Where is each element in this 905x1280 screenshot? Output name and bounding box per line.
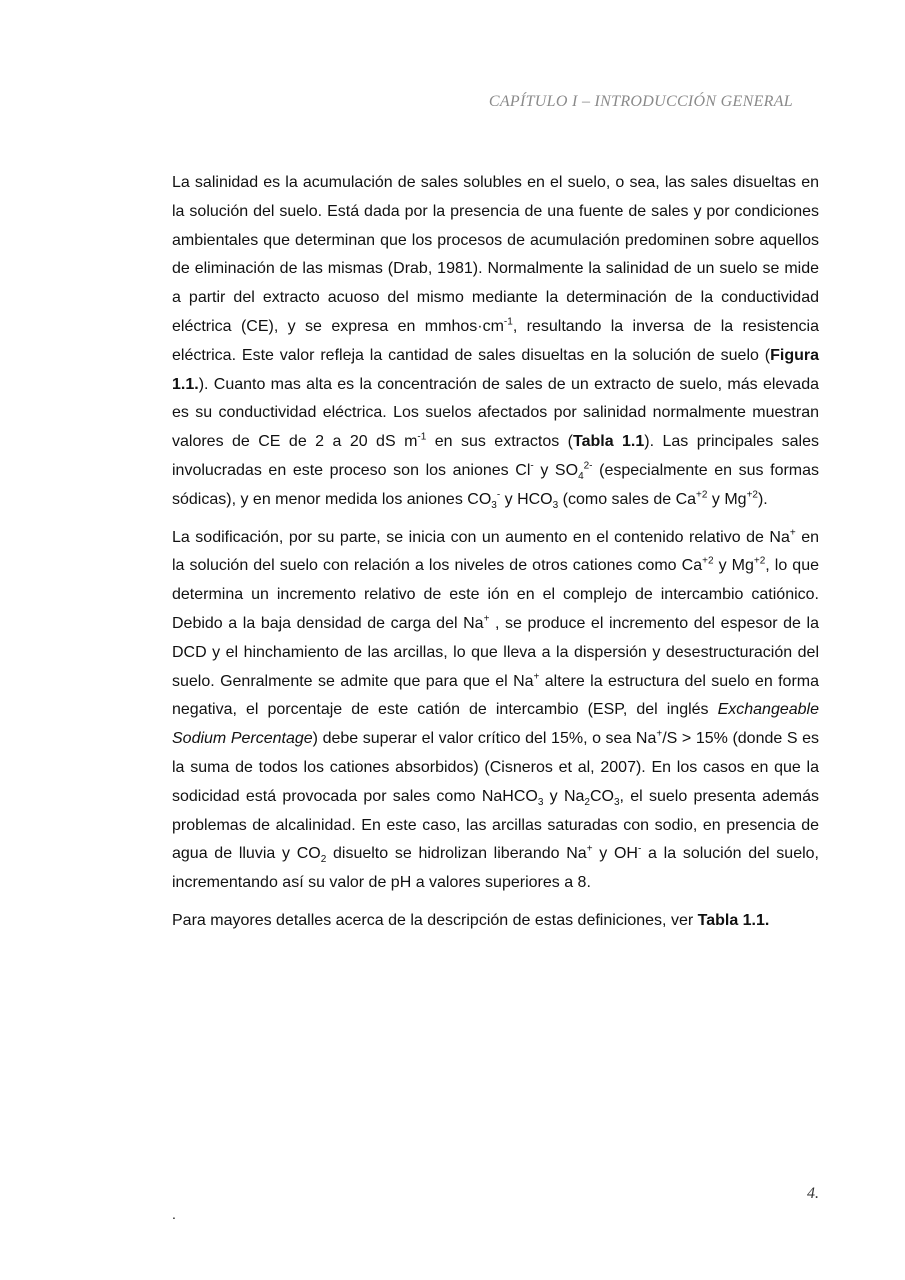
page-number: 4. [807,1185,819,1202]
paragraph-mas-detalles: Para mayores detalles acerca de la descripción de estas definiciones, ver Tabla 1.1. [172,911,770,929]
emphasis-term: Exchangeable Sodium Percentage [172,701,819,748]
table-reference: Tabla 1.1. [697,911,770,929]
paragraph-sodificacion: La sodificación, por su parte, se inicia con un aumento en el contenido relativo de Na+ en la solución del suelo con relación a los niveles de otros cationes como $Ca^{+2}$ y $Mg^{+2}$, lo que determina un incremento relativo de este ión en el complejo de intercambio catiónico. Debido a la baja densidad de carga del Na+ , se produce el incremento del espesor de la DCD y el hinchamiento de las arcillas, lo que lleva a la dispersión y desestructuración del suelo. Genralmente se admite que para que el Na+ altere la estructura del suelo en forma negativa, el porcentaje de este catión de intercambio (ESP, del inglés Exchangeable Sodium Percentage) debe superar el valor crítico del 15%, o sea Na+/S > 15% (donde S es la suma de todos los cationes absorbidos) (Cisneros et al, 2007). En los casos en que la sodicidad está provocada por sales como NaHCO$_3$ y $Na_2CO_3$, el suelo presenta además problemas de alcalinidad. En este caso, las arcillas saturadas con sodio, en presencia de agua de lluvia y $CO_2$ disuelto se hidrolizan liberando Na+ y OH- a la solución del suelo, incrementando así su valor de pH a valores superiores a 8. [172,527,820,892]
body-text [172,169,819,945]
stray-mark: . [172,1206,176,1222]
table-reference: Tabla 1.1 [572,433,645,451]
running-header: CAPÍTULO I – INTRODUCCIÓN GENERAL [488,93,793,110]
figure-reference: Figura 1.1. [172,346,819,393]
paragraph-salinidad: La salinidad es la acumulación de sales solubles en el suelo, o sea, las sales disueltas en la solución del suelo. Está dada por la presencia de una fuente de sales y por condiciones ambientales que determinan que los procesos de acumulación predominen sobre aquellos de eliminación de las mismas (Drab, 1981). Normalmente la salinidad de un suelo se mide a partir del extracto acuoso del mismo mediante la determinación de la conductividad eléctrica (CE), y se expresa en $mmhos\cdot cm^{-1}$, resultando la inversa de la resistencia eléctrica. Este valor refleja la cantidad de sales disueltas en la solución de suelo (Figura 1.1.). Cuanto mas alta es la concentración de sales de un extracto de suelo, más elevada es su conductividad eléctrica. Los suelos afectados por salinidad normalmente muestran valores de CE de 2 a 20 dS $m^{-1}$ en sus extractos (Tabla 1.1). Las principales sales involucradas en este proceso son los aniones Cl- y $SO_4^{2-}$ (especialmente en sus formas sódicas), y en menor medida los aniones $CO_3^-$ y $HCO_3$ (como sales de $Ca^{+2}$ y $Mg^{+2}$). [172,174,820,511]
